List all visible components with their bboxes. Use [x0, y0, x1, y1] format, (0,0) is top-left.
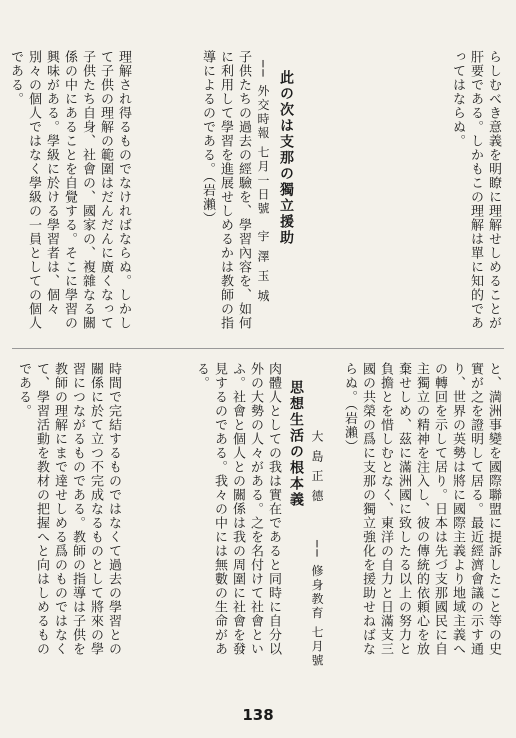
column-lower-right: と、満洲事變を國際聯盟に提訴したこと等の史實が之を證明して居る。最近經濟會議の示す通り、世界の英勢は將に國際主義より地域主義への轉回を示して居り。日本は先づ支那國民に自主獨立の精神を注入し、彼の傳統的依頼心を放棄せしめ、茲に滿洲國に致したる以上の努力と負擔とを惜しむとなく、東洋の自力と日滿支三國の共榮の爲に支那の獨立強化を援助せねばならぬ。（岩瀨）	[342, 362, 501, 656]
article-title-1: 此の次は支那の獨立援助	[278, 70, 294, 246]
column-upper-right: らしむべき意義を明瞭に理解せしめることが肝要である。しかもこの理解は單に知的であってはならぬ。	[450, 50, 501, 330]
article-source-2: ── 修身教育 七月號	[310, 540, 324, 669]
article-byline-2: 大 島 正 德	[310, 430, 324, 504]
column-upper-mid: 子供たちの過去の經驗を、學習內容を、如何に利用して學習を進展せしめるかは教師の指導によるのである。（岩瀨）	[200, 50, 251, 330]
section-divider	[12, 348, 504, 349]
column-upper-left: 理解され得るものでなければならぬ。しかして子供の理解の範圍はだんだんに廣くなって子供たち自身、社會の、國家の、複雜なる關係の中にあることを自覺する。そこに學習の興味がある。學級に於ける學習者は、個々別々の個人ではなく學級の一員としての個人である。	[8, 50, 131, 330]
page-number: 138	[242, 706, 274, 724]
article-source-1: ── 外交時報 七月一日號	[256, 60, 270, 217]
column-lower-left: 時間で完結するものではなくて過去の學習との關係に於て立つ不完成なるものとして將來の學習につながるものである。教師の指導は子供を教師の理解にまで達せしめる爲のものではなくて、學習活動を教材の把握へと向はしめるものである。	[16, 362, 121, 656]
column-lower-mid: 肉體人としての我は實在であると同時に自分以外の大勢の人々がある。之を名付けて社會といふ。社會と個人との關係は我の周圍に社會を發見するのである。我々の中には無數の生命がある。	[194, 362, 281, 656]
article-title-2: 思想生活の根本義	[288, 380, 304, 508]
article-byline-1: 宇 澤 玉 城	[256, 230, 270, 304]
